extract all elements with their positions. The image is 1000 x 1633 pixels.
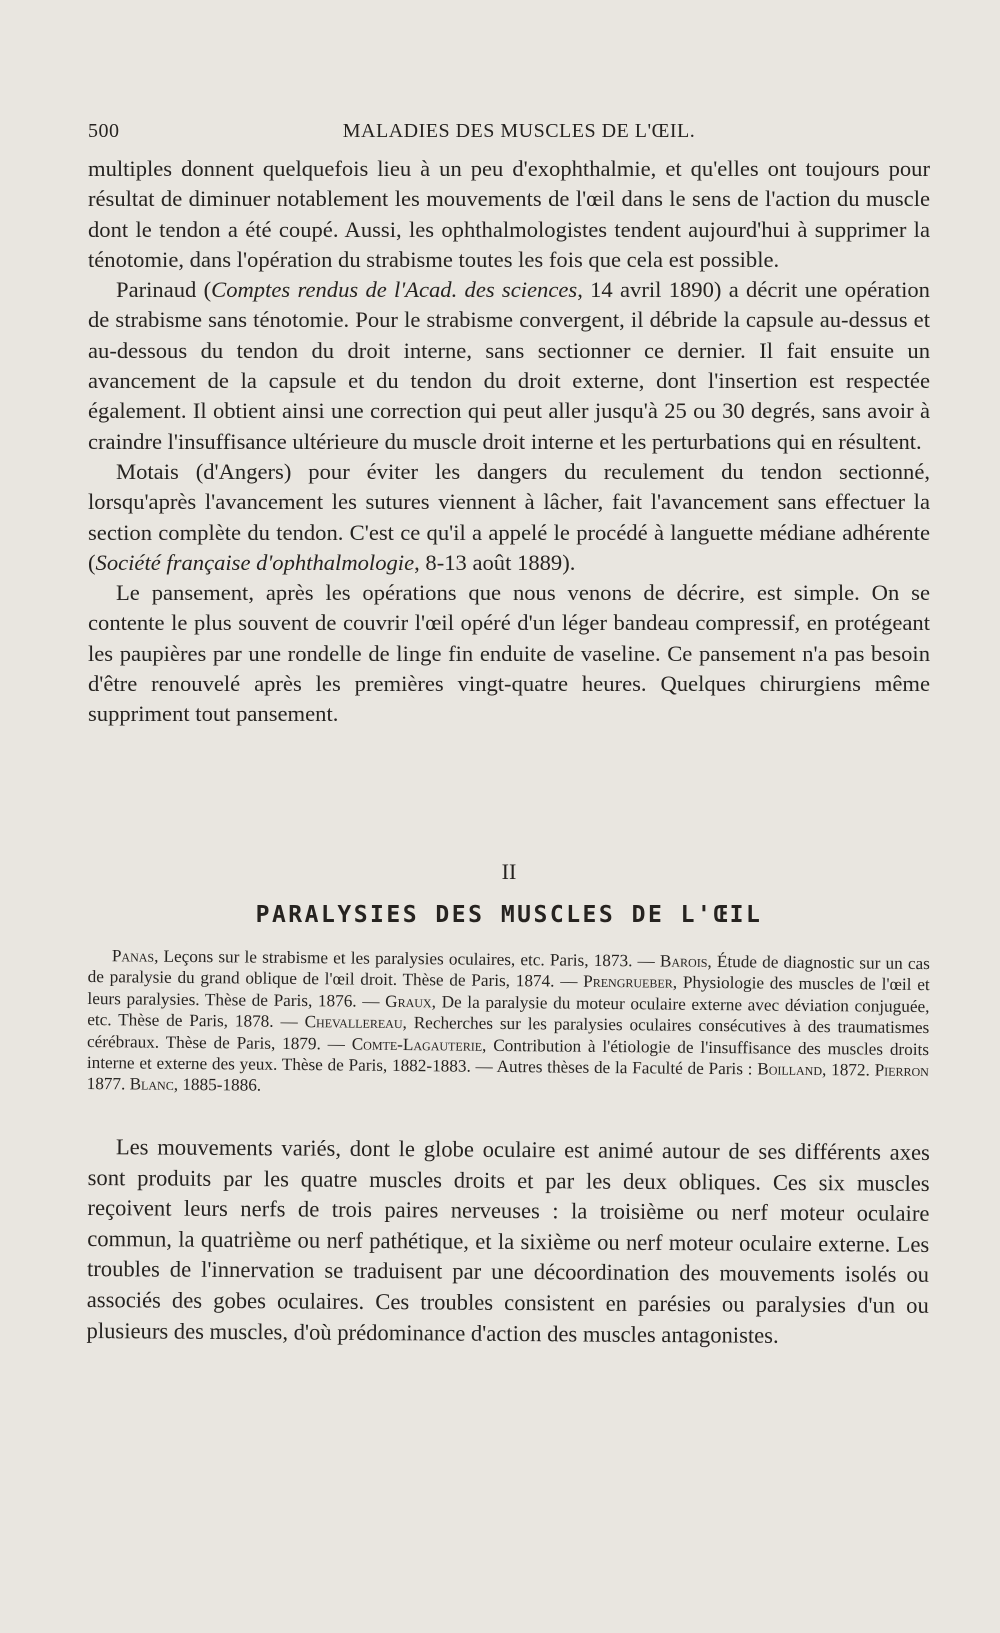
author-name: Comte-Lagauterie xyxy=(351,1033,483,1055)
main-text xyxy=(88,154,930,730)
bibliography-entry: 1877. xyxy=(86,1074,130,1094)
author-name: Chevallereau xyxy=(304,1011,403,1032)
paragraph-3-lead: Motais (d'Angers) pour éviter les dangers du reculement du tendon sectionné, lorsqu'après l'avancement les sutures viennent à lâcher, fait l'avancement sans effectuer la section complète du tendon. C'est ce qu'il a appelé le procédé à languette médiane adhérente ( xyxy=(88,458,930,575)
author-name: Pierron xyxy=(874,1060,929,1080)
page-number: 500 xyxy=(88,120,120,142)
author-name: Blanc xyxy=(129,1074,174,1094)
paragraph-2-rest: , 14 avril 1890) a décrit une opération de strabisme sans ténotomie. Pour le strabisme convergent, il débride la capsule au-dessus et au-dessous du tendon du droit interne, sans sectionner ce dernier. Il fait ensuite un avancement de la capsule et du tendon du droit externe, dont l'insertion est respectée également. Il obtient ainsi une correction qui peut aller jusqu'à 25 ou 30 degrés, sans avoir à craindre l'insuffisance ultérieure du muscle droit interne et les perturbations qui en résultent. xyxy=(88,277,930,454)
bibliography-entry: , Étude de diagnostic sur un cas de paralysie du grand oblique de l'œil droit. Thèse de Paris, 1874. — xyxy=(87,951,930,991)
section-text xyxy=(87,1132,930,1352)
paragraph-5: Les mouvements variés, dont le globe oculaire est animé autour de ses différents axes sont produits par les quatre muscles droits et par les deux obliques. Ces six muscles reçoivent leurs nerfs de trois paires nerveuses : la troisième ou nerf moteur oculaire commun, la quatrième ou nerf pathétique, et la sixième ou nerf moteur oculaire externe. Les troubles de l'innervation se traduisent par une décoordination des mouvements isolés ou associés des gobes oculaires. Ces troubles consistent en parésies ou paralysies d'un ou plusieurs des muscles, d'où prédominance d'action des muscles antagonistes. xyxy=(86,1134,930,1348)
citation-societe-francaise: Société française d'ophthalmologie xyxy=(95,549,415,575)
author-name: Panas xyxy=(111,945,155,966)
paragraph-2-lead: Parinaud ( xyxy=(116,277,212,303)
page-header xyxy=(88,120,930,154)
citation-comptes-rendus: Comptes rendus de l'Acad. des sciences xyxy=(211,277,578,303)
bibliography xyxy=(87,945,930,1103)
paragraph-4: Le pansement, après les opérations que nous venons de décrire, est simple. On se contente le plus souvent de couvrir l'œil opéré d'un léger bandeau compressif, en protégeant les paupières par une rondelle de linge fin enduite de vaseline. Ce pansement n'a pas besoin d'être renouvelé après les premières vingt-quatre heures. Quelques chirurgiens même suppriment tout pansement. xyxy=(88,580,930,727)
section-number: II xyxy=(501,858,517,884)
bibliography-entry: , Physiologie des muscles de l'œil et leurs paralysies. Thèse de Paris, 1876. — xyxy=(87,972,930,1011)
paragraph-3 xyxy=(88,457,930,578)
bibliography-entry: , De la paralysie du moteur oculaire externe avec déviation conjuguée, etc. Thèse de Paris, 1878. — xyxy=(87,991,930,1031)
paragraph-2 xyxy=(88,275,930,457)
bibliography-entry: , Leçons sur le strabisme et les paralysies oculaires, etc. Paris, 1873. — xyxy=(154,946,661,971)
author-name: Boilland xyxy=(757,1059,823,1079)
author-name: Graux xyxy=(385,991,432,1011)
running-title: MALADIES DES MUSCLES DE L'ŒIL. xyxy=(342,120,696,142)
paragraph-3-rest: , 8-13 août 1889). xyxy=(414,549,576,575)
author-name: Barois xyxy=(659,951,708,971)
bibliography-entry: , 1872. xyxy=(821,1059,875,1080)
bibliography-entry: , Contribution à l'étiologie de l'insuffisance des muscles droits interne et externe des yeux. Thèse de Paris, 1882-1883. — Autres thèses de la Faculté de Paris : xyxy=(86,1035,930,1079)
author-name: Prengrueber xyxy=(583,971,673,992)
bibliography-entry: , Recherches sur les paralysies oculaires consécutives à des traumatismes cérébraux. Thèse de Paris, 1879. — xyxy=(86,1012,930,1053)
section-title: PARALYSIES DES MUSCLES DE L'ŒIL xyxy=(255,901,763,928)
bibliography-entry: , 1885-1886. xyxy=(173,1074,262,1095)
paragraph-1: multiples donnent quelquefois lieu à un peu d'exophthalmie, et qu'elles ont toujours pour résultat de diminuer notablement les mouvements de l'œil dans le sens de l'action du muscle dont le tendon a été coupé. Aussi, les ophthalmologistes tendent aujourd'hui à supprimer la ténotomie, dans l'opération du strabisme toutes les fois que cela est possible. xyxy=(88,156,930,272)
